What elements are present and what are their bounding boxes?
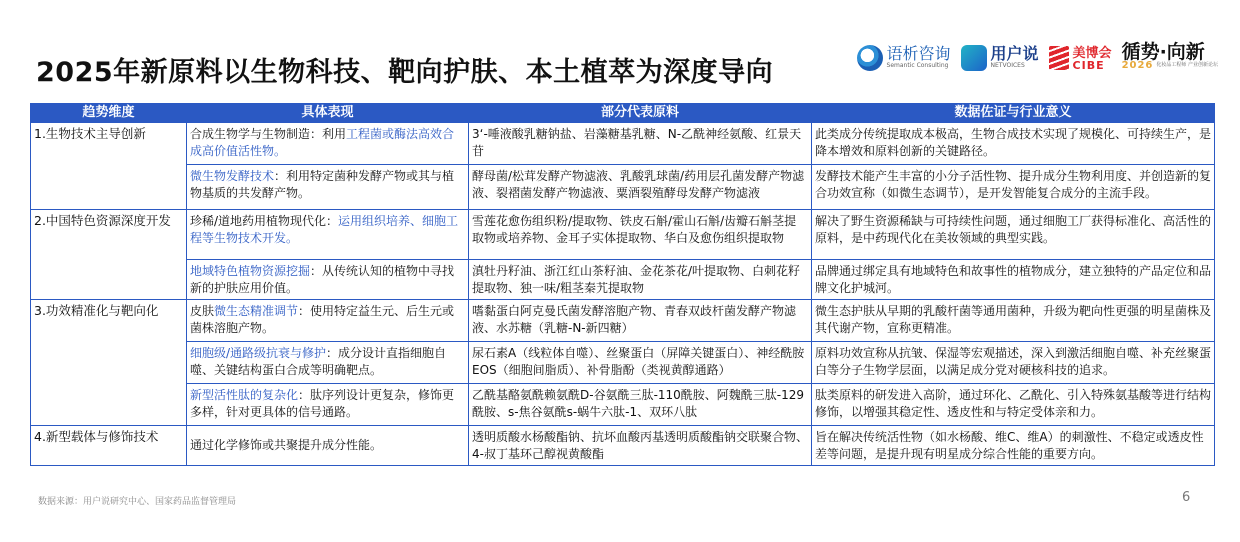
performance-highlight: 微生物发酵技术 <box>190 169 275 183</box>
performance-text: 珍稀/道地药用植物现代化： <box>190 214 339 228</box>
semantic-consulting-logo-icon <box>857 45 883 71</box>
performance-text: ：从传统认知的植物中寻找新的护肤应用价值。 <box>190 264 455 295</box>
table-row <box>31 426 1215 466</box>
table-row <box>31 300 1215 342</box>
performance-cell <box>187 165 469 210</box>
header-significance: 数据佐证与行业意义 <box>812 104 1215 123</box>
logo-main-text: 用户说 <box>990 44 1039 63</box>
performance-highlight: 新型活性肽的复杂化 <box>190 388 299 402</box>
slide-title: 2025年新原料以生物科技、靶向护肤、本土植萃为深度导向 <box>36 57 774 88</box>
significance-cell: 原料功效宣称从抗皱、保湿等宏观描述，深入到激活细胞自噬、补充丝聚蛋白等分子生物学层面，以满足成分党对硬核科技的追求。 <box>812 342 1215 384</box>
logo-sub-text: Semantic Consulting <box>886 62 949 69</box>
partner-logos <box>857 41 1218 72</box>
table-row <box>31 384 1215 426</box>
performance-cell <box>187 300 469 342</box>
dimension-cell: 4.新型载体与修饰技术 <box>31 426 187 466</box>
data-source-note: 数据来源：用户说研究中心、国家药品监督管理局 <box>38 497 237 507</box>
raw-material-cell: 3‘-唾液酸乳糖钠盐、岩藻糖基乳糖、N-乙酰神经氨酸、红景天苷 <box>469 123 812 165</box>
logo-semantic-consulting <box>857 45 951 71</box>
table-row <box>31 260 1215 300</box>
table-header-row <box>31 104 1215 123</box>
dimension-cell: 2.中国特色资源深度开发 <box>31 210 187 300</box>
header-raw-materials: 部分代表原料 <box>469 104 812 123</box>
performance-cell <box>187 384 469 426</box>
performance-cell <box>187 426 469 466</box>
significance-cell: 微生态护肤从早期的乳酸杆菌等通用菌种，升级为靶向性更强的明星菌株及其代谢产物，宣称更精准。 <box>812 300 1215 342</box>
significance-cell: 此类成分传统提取成本极高，生物合成技术实现了规模化、可持续生产，是降本增效和原料创新的关键路径。 <box>812 123 1215 165</box>
significance-cell: 旨在解决传统活性物（如水杨酸、维C、维A）的刺激性、不稳定或透皮性差等问题，是提升现有明星成分综合性能的重要方向。 <box>812 426 1215 466</box>
logo-forum <box>1121 41 1218 71</box>
header-performance: 具体表现 <box>187 104 469 123</box>
significance-cell: 品牌通过绑定具有地域特色和故事性的植物成分，建立独特的产品定位和品牌文化护城河。 <box>812 260 1215 300</box>
performance-text: ：肽序列设计更复杂，修饰更多样，针对更具体的信号通路。 <box>190 388 455 419</box>
performance-highlight: 细胞级/通路级抗衰与修护 <box>190 346 327 360</box>
logo-sub-text: CIBE <box>1072 59 1105 72</box>
performance-highlight: 运用组织培养、细胞工程等生物技术开发。 <box>190 214 459 245</box>
logo-main-text: 美博会 <box>1072 46 1112 61</box>
header-dimension: 趋势维度 <box>31 104 187 123</box>
table-row <box>31 165 1215 210</box>
cibe-logo-icon <box>1049 46 1069 70</box>
netvoices-logo-icon <box>961 45 987 71</box>
table-row <box>31 210 1215 260</box>
performance-text: 合成生物学与生物制造：利用 <box>190 127 347 141</box>
table-row <box>31 342 1215 384</box>
raw-material-cell: 透明质酸水杨酸酯钠、抗坏血酸丙基透明质酸酯钠交联聚合物、4-叔丁基环己醇视黄酸酯 <box>469 426 812 466</box>
table-row <box>31 123 1215 165</box>
performance-highlight: 地域特色植物资源挖掘 <box>190 264 311 278</box>
dimension-cell: 3.功效精准化与靶向化 <box>31 300 187 426</box>
performance-cell <box>187 260 469 300</box>
raw-material-cell: 酵母菌/松茸发酵产物滤液、乳酸乳球菌/药用层孔菌发酵产物滤液、裂褶菌发酵产物滤液、粟酒裂殖酵母发酵产物滤液 <box>469 165 812 210</box>
performance-highlight: 工程菌或酶法高效合成高价值活性物。 <box>190 127 455 158</box>
raw-material-cell: 乙酰基酪氨酰赖氨酰D-谷氨酰三肽-110酰胺、阿魏酰三肽-129酰胺、s-焦谷氨酰s-蜗牛六肽-1、双环八肽 <box>469 384 812 426</box>
logo-year-text: 2026 <box>1121 60 1154 71</box>
significance-cell: 发酵技术能产生丰富的小分子活性物、提升成分生物利用度、并创造新的复合功效宣称（如微生态调节），是开发智能复合成分的主流手段。 <box>812 165 1215 210</box>
logo-note-text: 化妆品工程师 产业创新论坛 <box>1156 62 1218 68</box>
raw-material-cell: 雪莲花愈伤组织粉/提取物、铁皮石斛/霍山石斛/齿瓣石斛茎提取物或培养物、金耳子实体提取物、华白及愈伤组织提取物 <box>469 210 812 260</box>
performance-cell <box>187 342 469 384</box>
significance-cell: 解决了野生资源稀缺与可持续性问题，通过细胞工厂获得标准化、高活性的原料，是中药现代化在美妆领域的典型实践。 <box>812 210 1215 260</box>
logo-main-text: 语析咨询 <box>886 44 951 63</box>
performance-text: 通过化学修饰或共聚提升成分性能。 <box>190 438 383 453</box>
logo-sub-text: NETVOICES <box>990 62 1025 69</box>
raw-material-cell: 嗜黏蛋白阿克曼氏菌发酵溶胞产物、青春双歧杆菌发酵产物滤液、水苏糖（乳糖-N-新四糖） <box>469 300 812 342</box>
significance-cell: 肽类原料的研发进入高阶，通过环化、乙酰化、引入特殊氨基酸等进行结构修饰，以增强其稳定性、透皮性和与特定受体亲和力。 <box>812 384 1215 426</box>
logo-netvoices <box>961 45 1039 71</box>
performance-text: ：成分设计直指细胞自噬、关键结构蛋白合成等明确靶点。 <box>190 346 447 377</box>
logo-cibe <box>1049 46 1112 70</box>
performance-cell <box>187 123 469 165</box>
raw-material-cell: 尿石素A（线粒体自噬）、丝聚蛋白（屏障关键蛋白）、神经酰胺EOS（细胞间脂质）、补骨脂酚（类视黄醇通路） <box>469 342 812 384</box>
performance-text: ：使用特定益生元、后生元或菌株溶胞产物。 <box>190 304 455 335</box>
page-number: 6 <box>1182 490 1191 505</box>
dimension-cell: 1.生物技术主导创新 <box>31 123 187 210</box>
logo-main-text: 循势·向新 <box>1121 41 1205 63</box>
performance-text: 皮肤 <box>190 304 215 318</box>
raw-material-cell: 滇牡丹籽油、浙江红山茶籽油、金花茶花/叶提取物、白刺花籽提取物、独一味/粗茎秦艽提取物 <box>469 260 812 300</box>
performance-highlight: 微生态精准调节 <box>214 304 299 318</box>
performance-cell <box>187 210 469 260</box>
performance-text: ：利用特定菌种发酵产物或其与植物基质的共发酵产物。 <box>190 169 455 200</box>
trend-table <box>30 103 1215 466</box>
